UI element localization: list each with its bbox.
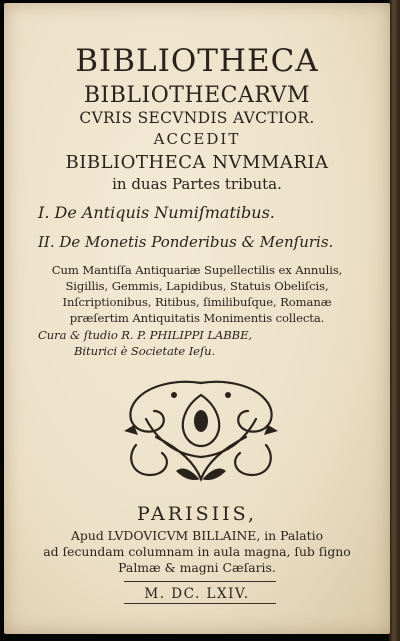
title-line-3: CVRIS SECVNDIS AVCTIOR. (79, 109, 315, 127)
imprint-date: M. DC. LXIV. (144, 586, 250, 602)
imprint-line-3: Palmæ & magni Cæſaris. (118, 560, 276, 575)
body-line-6: Biturici è Societate Ieſu. (74, 344, 216, 358)
body-line-3: Inſcriptionibus, Ritibus, ſimilibuſque, Romanæ (62, 295, 332, 309)
imprint-rule-bottom (124, 603, 276, 604)
body-line-5: Cura & ſtudio R. P. PHILIPPI LABBE, (38, 328, 253, 342)
body-line-2: Sigillis, Gemmis, Lapidibus, Statuis Obeliſcis, (65, 279, 329, 293)
title-line-2: BIBLIOTHECARVM (83, 83, 311, 108)
part-two: II. De Monetis Ponderibus & Menſuris. (38, 233, 334, 251)
body-line-1: Cum Mantiſſa Antiquariæ Supellectilis ex Annulis, (51, 263, 343, 277)
title-page (4, 3, 390, 634)
title-line-6: in duas Partes tributa. (112, 175, 282, 193)
imprint-rule-top (124, 581, 276, 582)
imprint-line-2: ad ſecundam columnam in aula magna, ſub ſigno (43, 544, 351, 559)
title-line-1: BIBLIOTHECA (75, 43, 319, 79)
printers-ornament (116, 375, 286, 485)
part-one: I. De Antiquis Numiſmatibus. (38, 203, 275, 222)
imprint-city: PARISIIS, (137, 503, 257, 525)
book-spine-edge (389, 0, 400, 641)
body-line-4: præſertim Antiquitatis Monimentis collecta. (69, 311, 325, 325)
title-line-4: ACCEDIT (153, 130, 241, 148)
imprint-line-1: Apud LVDOVICVM BILLAINE, in Palatio (70, 528, 324, 543)
title-line-5: BIBLIOTHECA NVMMARIA (65, 152, 329, 173)
